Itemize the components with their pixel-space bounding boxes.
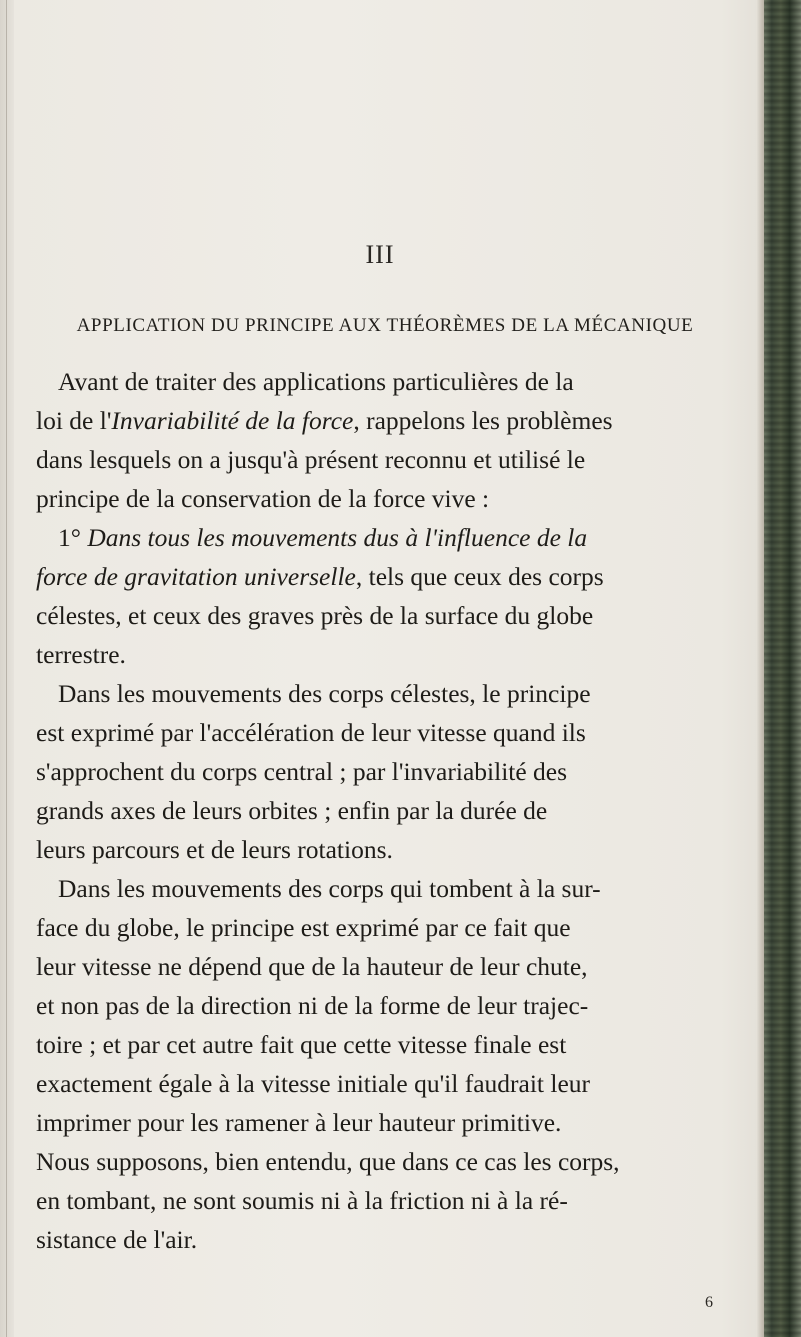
text-line: exactement égale à la vitesse initiale qu'il faudrait leur xyxy=(36,1069,591,1098)
text-line: grands axes de leurs orbites ; enfin par la durée de xyxy=(36,796,548,825)
text-line: imprimer pour les ramener à leur hauteur primitive. xyxy=(36,1108,562,1137)
text-line: célestes, et ceux des graves près de la surface du globe xyxy=(36,601,594,630)
page-left-edge xyxy=(0,0,14,1337)
text-line: Nous supposons, bien entendu, que dans ce cas les corps, xyxy=(36,1147,620,1176)
text-line: leur vitesse ne dépend que de la hauteur de leur chute, xyxy=(36,952,588,981)
text-line: face du globe, le principe est exprimé par ce fait que xyxy=(36,913,571,942)
chapter-number: III xyxy=(365,240,395,269)
text-line: Dans les mouvements des corps qui tombent à la sur- xyxy=(58,874,601,903)
text-line: sistance de l'air. xyxy=(36,1225,198,1254)
text-line: 1° Dans tous les mouvements dus à l'influence de la xyxy=(58,523,588,552)
text-line: leurs parcours et de leurs rotations. xyxy=(36,835,393,864)
text-line: terrestre. xyxy=(36,640,126,669)
text-line: dans lesquels on a jusqu'à présent reconnu et utilisé le xyxy=(36,445,586,474)
text-line: s'approchent du corps central ; par l'invariabilité des xyxy=(36,757,568,786)
text-line: en tombant, ne sont soumis ni à la friction ni à la ré- xyxy=(36,1186,568,1215)
text-line: force de gravitation universelle, tels que ceux des corps xyxy=(36,562,604,591)
chapter-title: APPLICATION DU PRINCIPE AUX THÉORÈMES DE LA MÉCANIQUE xyxy=(76,315,694,336)
text-line: loi de l'Invariabilité de la force, rappelons les problèmes xyxy=(36,406,613,435)
text-line: principe de la conservation de la force vive : xyxy=(36,484,490,513)
text-line: et non pas de la direction ni de la forme de leur trajec- xyxy=(36,991,589,1020)
book-spine-binding xyxy=(756,0,801,1337)
page-number: 6 xyxy=(705,1294,713,1311)
text-line: Avant de traiter des applications particulières de la xyxy=(58,367,574,396)
text-line: est exprimé par l'accélération de leur vitesse quand ils xyxy=(36,718,586,747)
text-line: toire ; et par cet autre fait que cette vitesse finale est xyxy=(36,1030,567,1059)
text-line: Dans les mouvements des corps célestes, le principe xyxy=(58,679,591,708)
